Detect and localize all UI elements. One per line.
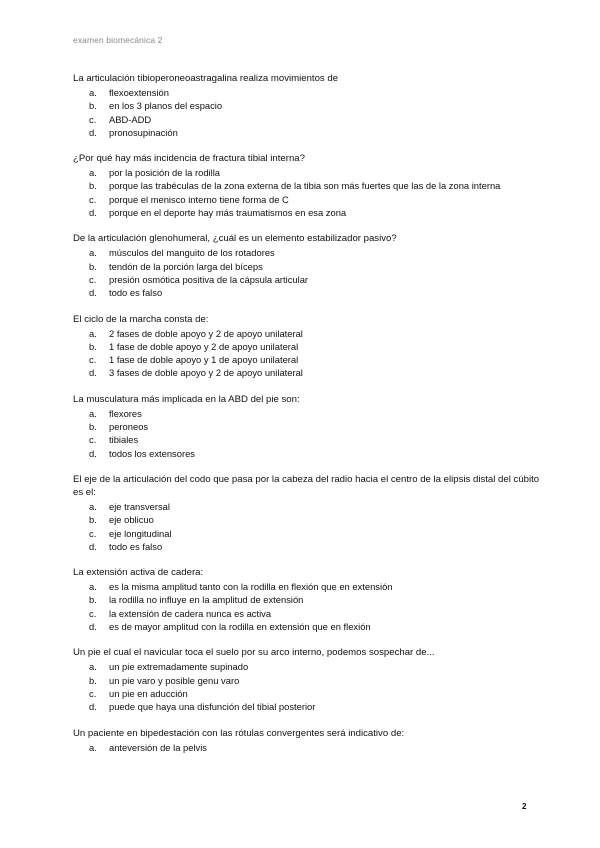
question-block [73,566,543,633]
option-letter: d. [89,701,97,713]
question-block [73,152,543,219]
option-letter: b. [89,421,97,433]
option-letter: a. [89,661,97,673]
question-block [73,72,543,139]
option-letter: b. [89,514,97,526]
answer-option [73,540,543,553]
option-text: porque en el deporte hay más traumatismos en esa zona [109,207,347,219]
option-list [73,407,543,460]
option-letter: a. [89,407,97,419]
question-block [73,393,543,460]
option-letter: a. [89,741,97,753]
answer-option [73,513,543,526]
option-text: un pie en aducción [109,687,188,699]
question-text: ¿Por qué hay más incidencia de fractura tibial interna? [73,153,305,165]
answer-option [73,260,543,273]
option-text: un pie varo y posible genu varo [109,674,240,686]
answer-option [73,500,543,513]
answer-option [73,687,543,700]
option-text: todo es falso [109,287,163,299]
option-letter: a. [89,247,97,259]
option-letter: d. [89,126,97,138]
option-letter: c. [89,354,97,366]
option-text: un pie extremadamente supinado [109,661,249,673]
option-letter: c. [89,434,97,446]
option-letter: b. [89,260,97,272]
option-letter: b. [89,674,97,686]
answer-option [73,366,543,379]
question-block [73,313,543,380]
option-text: porque el menisco interno tiene forma de C [109,193,289,205]
option-letter: a. [89,500,97,512]
answer-option [73,447,543,460]
option-letter: c. [89,273,97,285]
question-text: El ciclo de la marcha consta de: [73,313,209,325]
answer-option [73,527,543,540]
answer-option [73,620,543,633]
option-text: puede que haya una disfunción del tibial posterior [109,701,316,713]
option-text: eje transversal [109,500,170,512]
answer-option [73,273,543,286]
option-letter: d. [89,207,97,219]
option-letter: a. [89,327,97,339]
option-letter: a. [89,87,97,98]
option-list [73,660,543,713]
question-block [73,473,543,553]
option-list [73,246,543,299]
answer-option [73,340,543,353]
answer-option [73,99,543,112]
option-letter: c. [89,687,97,699]
option-letter: c. [89,607,97,619]
option-letter: b. [89,594,97,606]
answer-option [73,246,543,259]
option-text: tibiales [109,434,139,446]
option-text: porque las trabéculas de la zona externa de la tibia son más fuertes que las de la zona interna [109,180,501,192]
option-letter: a. [89,167,97,179]
question-text: Un pie el cual el navicular toca el suelo por su arco interno, podemos sospechar de... [73,647,435,659]
option-letter: c. [89,113,97,125]
option-text: ABD-ADD [109,113,152,125]
answer-option [73,580,543,593]
option-text: 1 fase de doble apoyo y 2 de apoyo unilateral [109,340,299,352]
option-text: peroneos [109,421,149,433]
option-list [73,166,543,219]
option-list [73,741,543,754]
option-letter: c. [89,527,97,539]
option-text: eje oblicuo [109,514,154,526]
option-text: la extensión de cadera nunca es activa [109,607,272,619]
answer-option [73,327,543,340]
answer-option [73,674,543,687]
option-text: es de mayor amplitud con la rodilla en extensión que en flexión [109,621,371,633]
option-list [73,86,543,139]
option-text: presión osmótica positiva de la cápsula articular [109,273,309,285]
option-text: anteversión de la pelvis [109,741,207,753]
option-text: flexoextensión [109,87,169,98]
option-text: músculos del manguito de los rotadores [109,247,275,259]
option-letter: d. [89,367,97,379]
question-text: Un paciente en bipedestación con las rótulas convergentes será indicativo de: [73,727,405,739]
question-block [73,232,543,299]
answer-option [73,660,543,673]
question-text: La musculatura más implicada en la ABD del pie son: [73,393,300,405]
option-text: 3 fases de doble apoyo y 2 de apoyo unilateral [109,367,303,379]
answer-option [73,353,543,366]
question-text: La articulación tibioperoneoastragalina realiza movimientos de [73,73,339,84]
question-text: La extensión activa de cadera: [73,567,204,579]
answer-option [73,741,543,754]
answer-option [73,607,543,620]
option-text: todo es falso [109,540,163,552]
option-text: pronosupinación [109,126,178,138]
answer-option [73,593,543,606]
answer-option [73,407,543,420]
answer-option [73,179,543,192]
option-list [73,327,543,380]
question-list [73,72,543,767]
option-text: es la misma amplitud tanto con la rodilla en flexión que en extensión [109,581,393,593]
answer-option [73,206,543,219]
question-block [73,646,543,713]
option-text: todos los extensores [109,447,195,459]
answer-option [73,193,543,206]
answer-option [73,166,543,179]
option-letter: b. [89,340,97,352]
answer-option [73,86,543,99]
option-letter: d. [89,287,97,299]
option-list [73,580,543,633]
option-letter: c. [89,193,97,205]
option-text: 1 fase de doble apoyo y 1 de apoyo unilateral [109,354,299,366]
question-block [73,727,543,754]
question-text: De la articulación glenohumeral, ¿cuál es un elemento estabilizador pasivo? [73,233,397,245]
option-letter: a. [89,581,97,593]
option-text: en los 3 planos del espacio [109,100,223,112]
option-text: eje longitudinal [109,527,172,539]
option-letter: d. [89,621,97,633]
option-letter: b. [89,100,97,112]
option-text: por la posición de la rodilla [109,167,221,179]
page-number: 2 [522,802,527,811]
answer-option [73,700,543,713]
question-text: El eje de la articulación del codo que pasa por la cabeza del radio hacia el centro de la elipsis distal del cúbito es el: [73,473,540,498]
option-letter: b. [89,180,97,192]
answer-option [73,433,543,446]
answer-option [73,420,543,433]
option-letter: d. [89,540,97,552]
answer-option [73,113,543,126]
option-list [73,500,543,553]
option-text: 2 fases de doble apoyo y 2 de apoyo unilateral [109,327,303,339]
option-letter: d. [89,447,97,459]
page-header: examen biomecánica 2 [73,35,163,45]
option-text: tendón de la porción larga del bíceps [109,260,263,272]
answer-option [73,126,543,139]
option-text: flexores [109,407,142,419]
option-text: la rodilla no influye en la amplitud de extensión [109,594,304,606]
answer-option [73,286,543,299]
